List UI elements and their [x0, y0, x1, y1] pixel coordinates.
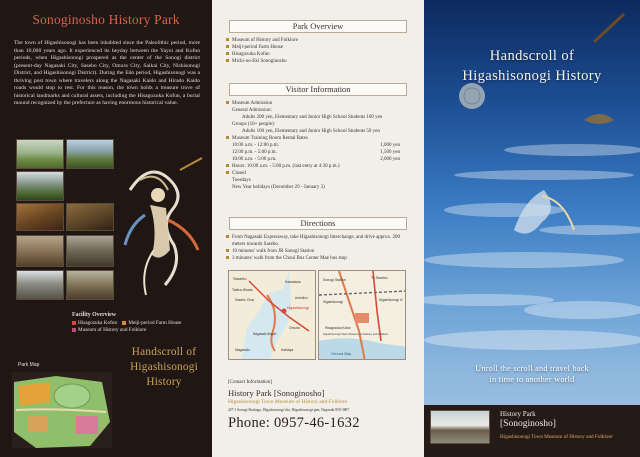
facility-heading: Facility Overview — [72, 312, 116, 318]
bullet-icon — [226, 38, 229, 41]
directions-heading: Directions — [229, 217, 407, 230]
map-label: Higashisonogi Town Museum of History and Folklore — [323, 332, 389, 336]
list-item: Hisagozuka Kofun — [226, 51, 412, 58]
exhibit-photo — [16, 235, 64, 267]
artifact-photo — [66, 270, 114, 300]
contact-address: 437-1 Sonogi Shukugo, Higashisonogi-cho, Higashisonogi-gun, Nagasaki 859-3807 — [228, 408, 350, 412]
list-item: Museum Training Room Rental Rates — [226, 135, 412, 142]
list-item: Adults 100 yen, Elementary and Junior High School Students 50 yen — [242, 129, 380, 134]
left-subtitle: Handscroll of Higashisonogi History — [130, 346, 198, 388]
list-item: Meiji-period Farm House — [226, 44, 412, 51]
map-label: Omura — [289, 326, 300, 330]
cover-footer — [424, 405, 640, 457]
celestial-deity-illustration — [110, 150, 210, 300]
map-label: Higashisonogi IC — [379, 298, 404, 302]
map-label: Omura Bay — [331, 351, 352, 356]
map-label: Hisagozuka Kofun — [325, 326, 351, 330]
left-panel-title: Sonoginosho History Park — [32, 12, 180, 27]
map-label: Tabira-Hirado — [232, 288, 254, 292]
map-label: To Sasebo — [371, 276, 388, 280]
rate-row: 10:00 a.m. - 12:00 p.m. 1,000 yen — [232, 143, 400, 148]
museum-exterior-photo — [16, 270, 64, 300]
contact-name: History Park [Sonoginosho] — [228, 388, 325, 398]
bullet-icon — [226, 136, 229, 139]
contact-label: [Contact Information] — [228, 380, 273, 385]
list-item: Museum Admission — [226, 100, 412, 107]
park-map-label: Park Map — [18, 362, 40, 368]
map-label: Nagasaki Airport — [253, 332, 277, 336]
farmhouse-photo — [66, 203, 114, 231]
park-map — [6, 362, 116, 452]
footer-line-2: [Sonoginosho] — [500, 419, 556, 429]
list-item: Tuesdays — [232, 178, 251, 183]
list-item: New Year holidays (December 29 - January 3) — [232, 185, 325, 190]
facility-item: Hisagozuka Kofun — [72, 320, 117, 327]
legend-square-icon — [72, 328, 76, 332]
bullet-icon — [226, 45, 229, 48]
rate-row: 12:00 p.m. - 5:00 p.m. 1,500 yen — [232, 150, 400, 155]
visitor-info-heading: Visitor Information — [229, 83, 407, 96]
artifact-icon — [584, 114, 614, 124]
middle-panel — [212, 0, 424, 457]
map-label: Ureshino — [295, 296, 308, 300]
cover-tagline: Unroll the scroll and travel back in time to another world — [475, 364, 589, 384]
map-label: Higashisonogi — [323, 300, 344, 304]
list-item: General Admission: — [232, 108, 272, 113]
list-item: Hours: 10:00 a.m. - 5:00 p.m. (last entry at 4:30 p.m.) — [226, 163, 412, 170]
bullet-icon — [226, 52, 229, 55]
map-label: Sonogi Station — [323, 278, 346, 282]
facility-item: Museum of History and Folklore — [72, 327, 146, 334]
footer-line-1: History Park — [500, 410, 536, 418]
contact-block — [228, 380, 418, 432]
park-overview-heading: Park Overview — [229, 20, 407, 33]
farmhouse-interior-photo — [16, 203, 64, 231]
map-label: Kawatana — [285, 280, 301, 284]
list-item: 3 minutes' walk from the Chouï Bus Center Mae bus stop — [226, 255, 412, 262]
legend-square-icon — [122, 321, 126, 325]
museum-interior-photo — [66, 235, 114, 267]
museum-photo — [430, 410, 490, 444]
bullet-icon — [226, 171, 229, 174]
map-label: Higashisonogi — [287, 306, 309, 310]
left-panel — [0, 0, 212, 457]
regional-map — [228, 270, 316, 360]
facility-item: Meiji-period Farm House — [122, 320, 181, 327]
local-map — [318, 270, 406, 360]
contact-museum: Higashisonogi Town Museum of History and Folklore — [228, 399, 348, 405]
map-label: Nagasaki — [235, 348, 250, 352]
history-paragraph: The town of Higashisonogi has been inhabited since the Paleolithic period, more than 10,000 years ago. It experienced its heyday between the Yayoi and Kofun periods, when Higashisonogi prospered as the center of the Sonogi district (present-day Nagasaki City, Sasebo City, Omura City, Saikai City, Nishisonogi District, and Higashisonogi District). During the Edo period, Higashisonogi was a thriving post town where travelers along the Nagasaki Kaido and Hirado Kaido roads would stop to rest. For this reason, the town holds a treasure trove of historical landmarks and cultural assets, including the Hisagozuka Kofun, a burial mound recognized by the prefecture as having enormous historical value. — [14, 40, 200, 106]
bullet-icon — [226, 59, 229, 62]
list-item: Closed — [226, 170, 412, 177]
contact-phone: Phone: 0957-46-1632 — [228, 415, 360, 431]
cover-title: Handscroll of Higashisonogi History — [462, 48, 602, 84]
bullet-icon — [226, 249, 229, 252]
map-label: Isahaya — [281, 348, 294, 352]
list-item: Museum of History and Folklore — [226, 37, 412, 44]
map-label: Sasebo — [233, 276, 247, 281]
list-item: From Nagasaki Expressway, take Higashisonogi Interchange, and drive approx. 200 meters towards Sasebo. — [226, 234, 412, 248]
park-map-drawing — [6, 362, 116, 452]
facility-overview — [72, 312, 212, 334]
bullet-icon — [226, 101, 229, 104]
right-panel — [424, 0, 640, 457]
directions-list — [226, 234, 412, 262]
rate-row: 10:00 a.m. - 5:00 p.m. 2,000 yen — [232, 157, 400, 162]
park-photo — [66, 139, 114, 169]
kofun-photo — [16, 139, 64, 169]
bronze-mirror-icon — [459, 83, 485, 109]
footer-line-3: Higashisonogi Town Museum of History and Folklore — [500, 434, 613, 440]
sword-icon — [594, 14, 624, 42]
landscape-photo — [16, 171, 64, 201]
list-item: Adults 200 yen, Elementary and Junior High School Students 100 yen — [242, 115, 383, 120]
bullet-icon — [226, 164, 229, 167]
visitor-info-list — [226, 100, 412, 191]
list-item: Groups (10+ people): — [232, 122, 276, 127]
bullet-icon — [226, 235, 229, 238]
list-item: Michi-no-Eki Sonoginosho — [226, 58, 412, 65]
park-overview-list — [226, 37, 412, 65]
list-item: 10 minutes' walk from JR Sonogi Station — [226, 248, 412, 255]
bullet-icon — [226, 256, 229, 259]
map-label: Sasebo Chuo — [235, 298, 255, 302]
legend-square-icon — [72, 321, 76, 325]
